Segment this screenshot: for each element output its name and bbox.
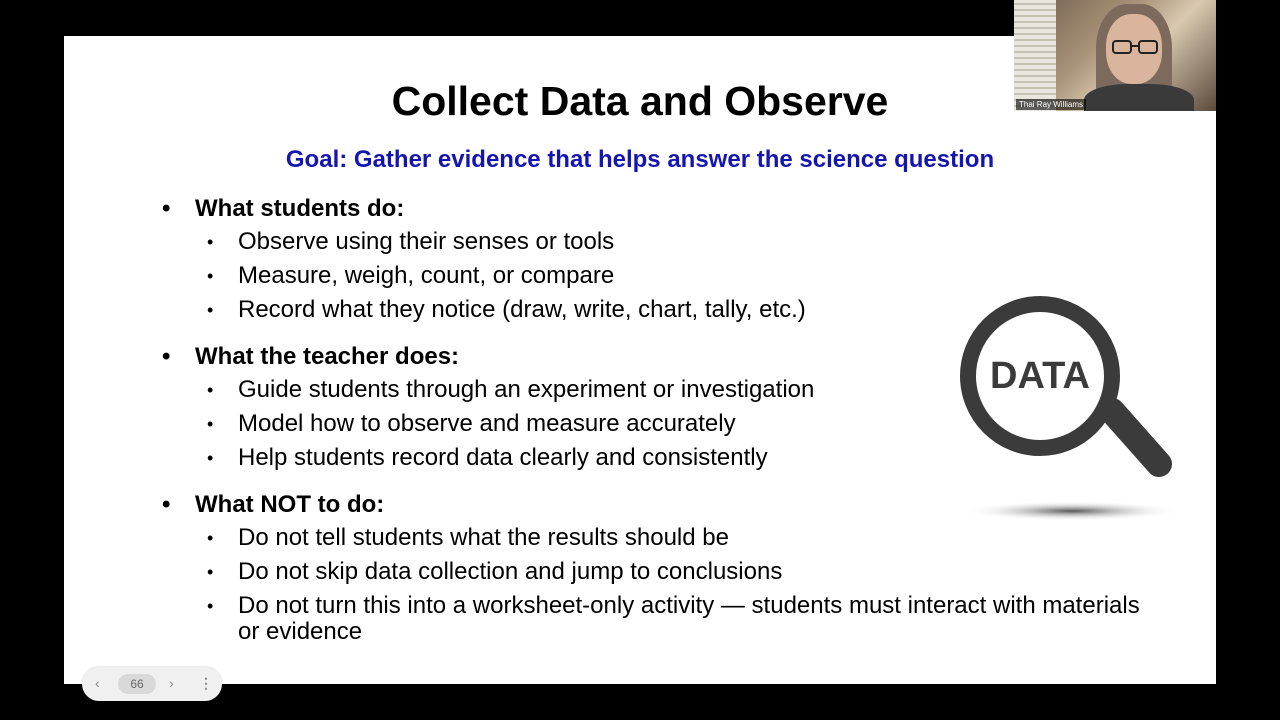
bullet-item: • Help students record data clearly and consistently [207,444,768,471]
bullet-item: • Measure, weigh, count, or compare [207,262,615,289]
slide-title: Collect Data and Observe [391,78,889,124]
chevron-left-icon[interactable]: ‹ [95,675,100,691]
bullet-item: • Model how to observe and measure accurately [207,410,736,437]
participant-name: Thai Ray Williams [1016,99,1086,110]
chevron-right-icon[interactable]: › [169,675,174,691]
more-options-icon[interactable]: ⋮ [199,675,213,691]
bullet-item: • Do not turn this into a worksheet-only activity — students must interact with materials or evidence [207,592,1140,645]
graphic-label: DATA [990,355,1090,397]
bullet-item: • Do not skip data collection and jump to conclusions [207,558,783,585]
slide-goal: Goal: Gather evidence that helps answer the science question [285,146,995,173]
bullet-item: • Observe using their senses or tools [207,228,615,255]
bullet-item: • Do not tell students what the results should be [207,524,729,551]
page-number[interactable]: 66 [118,674,156,694]
section-heading: • What students do: [162,195,405,222]
window-blind [1014,0,1056,111]
glasses-icon [1112,40,1158,54]
participant-shirt [1084,84,1194,111]
participant-video[interactable] [1014,0,1216,111]
slide-navigation [82,667,222,701]
section-heading: • What NOT to do: [162,491,385,518]
section-heading: • What the teacher does: [162,343,460,370]
data-magnifier-icon [944,281,1200,537]
presentation-slide [64,36,1216,684]
bullet-item: • Record what they notice (draw, write, chart, tally, etc.) [207,296,806,323]
bullet-item: • Guide students through an experiment or investigation [207,376,815,403]
